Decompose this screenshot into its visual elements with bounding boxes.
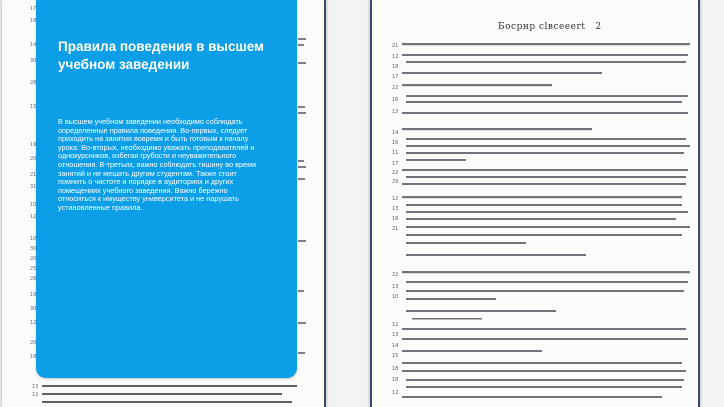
svg-text:18: 18 (392, 377, 399, 383)
svg-text:17: 17 (392, 161, 399, 167)
svg-text:21: 21 (392, 226, 399, 232)
svg-text:12: 12 (30, 214, 37, 220)
svg-text:13: 13 (32, 384, 39, 390)
svg-text:16: 16 (392, 97, 399, 103)
svg-text:14: 14 (392, 343, 399, 349)
svg-text:12: 12 (392, 322, 399, 328)
svg-text:30: 30 (30, 58, 37, 64)
svg-text:10: 10 (30, 236, 37, 242)
svg-text:22: 22 (392, 272, 399, 278)
svg-text:19: 19 (30, 292, 37, 298)
svg-text:13: 13 (392, 332, 399, 338)
right-page-text-lines (372, 0, 698, 407)
svg-text:12: 12 (30, 320, 37, 326)
svg-text:26: 26 (30, 276, 37, 282)
svg-text:21: 21 (30, 172, 37, 178)
svg-text:12: 12 (392, 390, 399, 396)
svg-text:18: 18 (30, 18, 37, 24)
svg-text:18: 18 (30, 354, 37, 360)
svg-text:15: 15 (30, 104, 37, 110)
svg-text:10: 10 (392, 294, 399, 300)
svg-text:13: 13 (392, 109, 399, 115)
svg-text:11: 11 (392, 150, 399, 156)
svg-text:30: 30 (30, 306, 37, 312)
svg-text:20: 20 (30, 256, 37, 262)
right-page-number: 2 (595, 22, 602, 32)
svg-text:20: 20 (30, 340, 37, 346)
svg-text:15: 15 (392, 353, 399, 359)
svg-text:21: 21 (392, 43, 399, 49)
right-page-heading-text: Босрнр сlвсеееrt (498, 22, 586, 32)
svg-text:13: 13 (392, 206, 399, 212)
svg-text:12: 12 (392, 196, 399, 202)
slide-title: Правила поведения в высшем учебном заведении (58, 39, 265, 72)
svg-text:14: 14 (30, 42, 37, 48)
svg-text:22: 22 (392, 85, 399, 91)
svg-text:18: 18 (392, 64, 399, 70)
slide-panel (36, 0, 297, 378)
svg-text:25: 25 (30, 266, 37, 272)
slide-body-text: В высшем учебном заведении необходимо соблюдать определенные правила поведения. Во-первых, следует приходить на занятия вовремя и быть готовым к началу урока. Во-вторых, необходимо уважать преподавателей и однокурсников, избегая грубости и неуважительного отношения. В-третьих, важно соблюдать тишину во время занятий и не мешать другим студентам. Также стоит помнить о чистоте и порядке в аудиториях и других помещениях учебного заведения. Важно бережно относиться к имуществу университета и не нарушать установленные правила. (58, 117, 257, 212)
svg-text:20: 20 (30, 156, 37, 162)
svg-text:13: 13 (392, 284, 399, 290)
svg-text:10: 10 (30, 202, 37, 208)
svg-text:16: 16 (392, 140, 399, 146)
svg-text:22: 22 (392, 170, 399, 176)
svg-text:29: 29 (392, 179, 399, 185)
svg-text:18: 18 (392, 366, 399, 372)
svg-text:19: 19 (30, 142, 37, 148)
svg-text:28: 28 (30, 80, 37, 86)
svg-text:30: 30 (30, 246, 37, 252)
svg-text:17: 17 (30, 6, 37, 12)
svg-text:14: 14 (392, 130, 399, 136)
svg-text:16: 16 (392, 216, 399, 222)
svg-text:17: 17 (392, 74, 399, 80)
right-document-page (370, 0, 700, 407)
svg-text:12: 12 (392, 54, 399, 60)
svg-text:31: 31 (30, 184, 37, 190)
svg-text:12: 12 (32, 392, 39, 398)
